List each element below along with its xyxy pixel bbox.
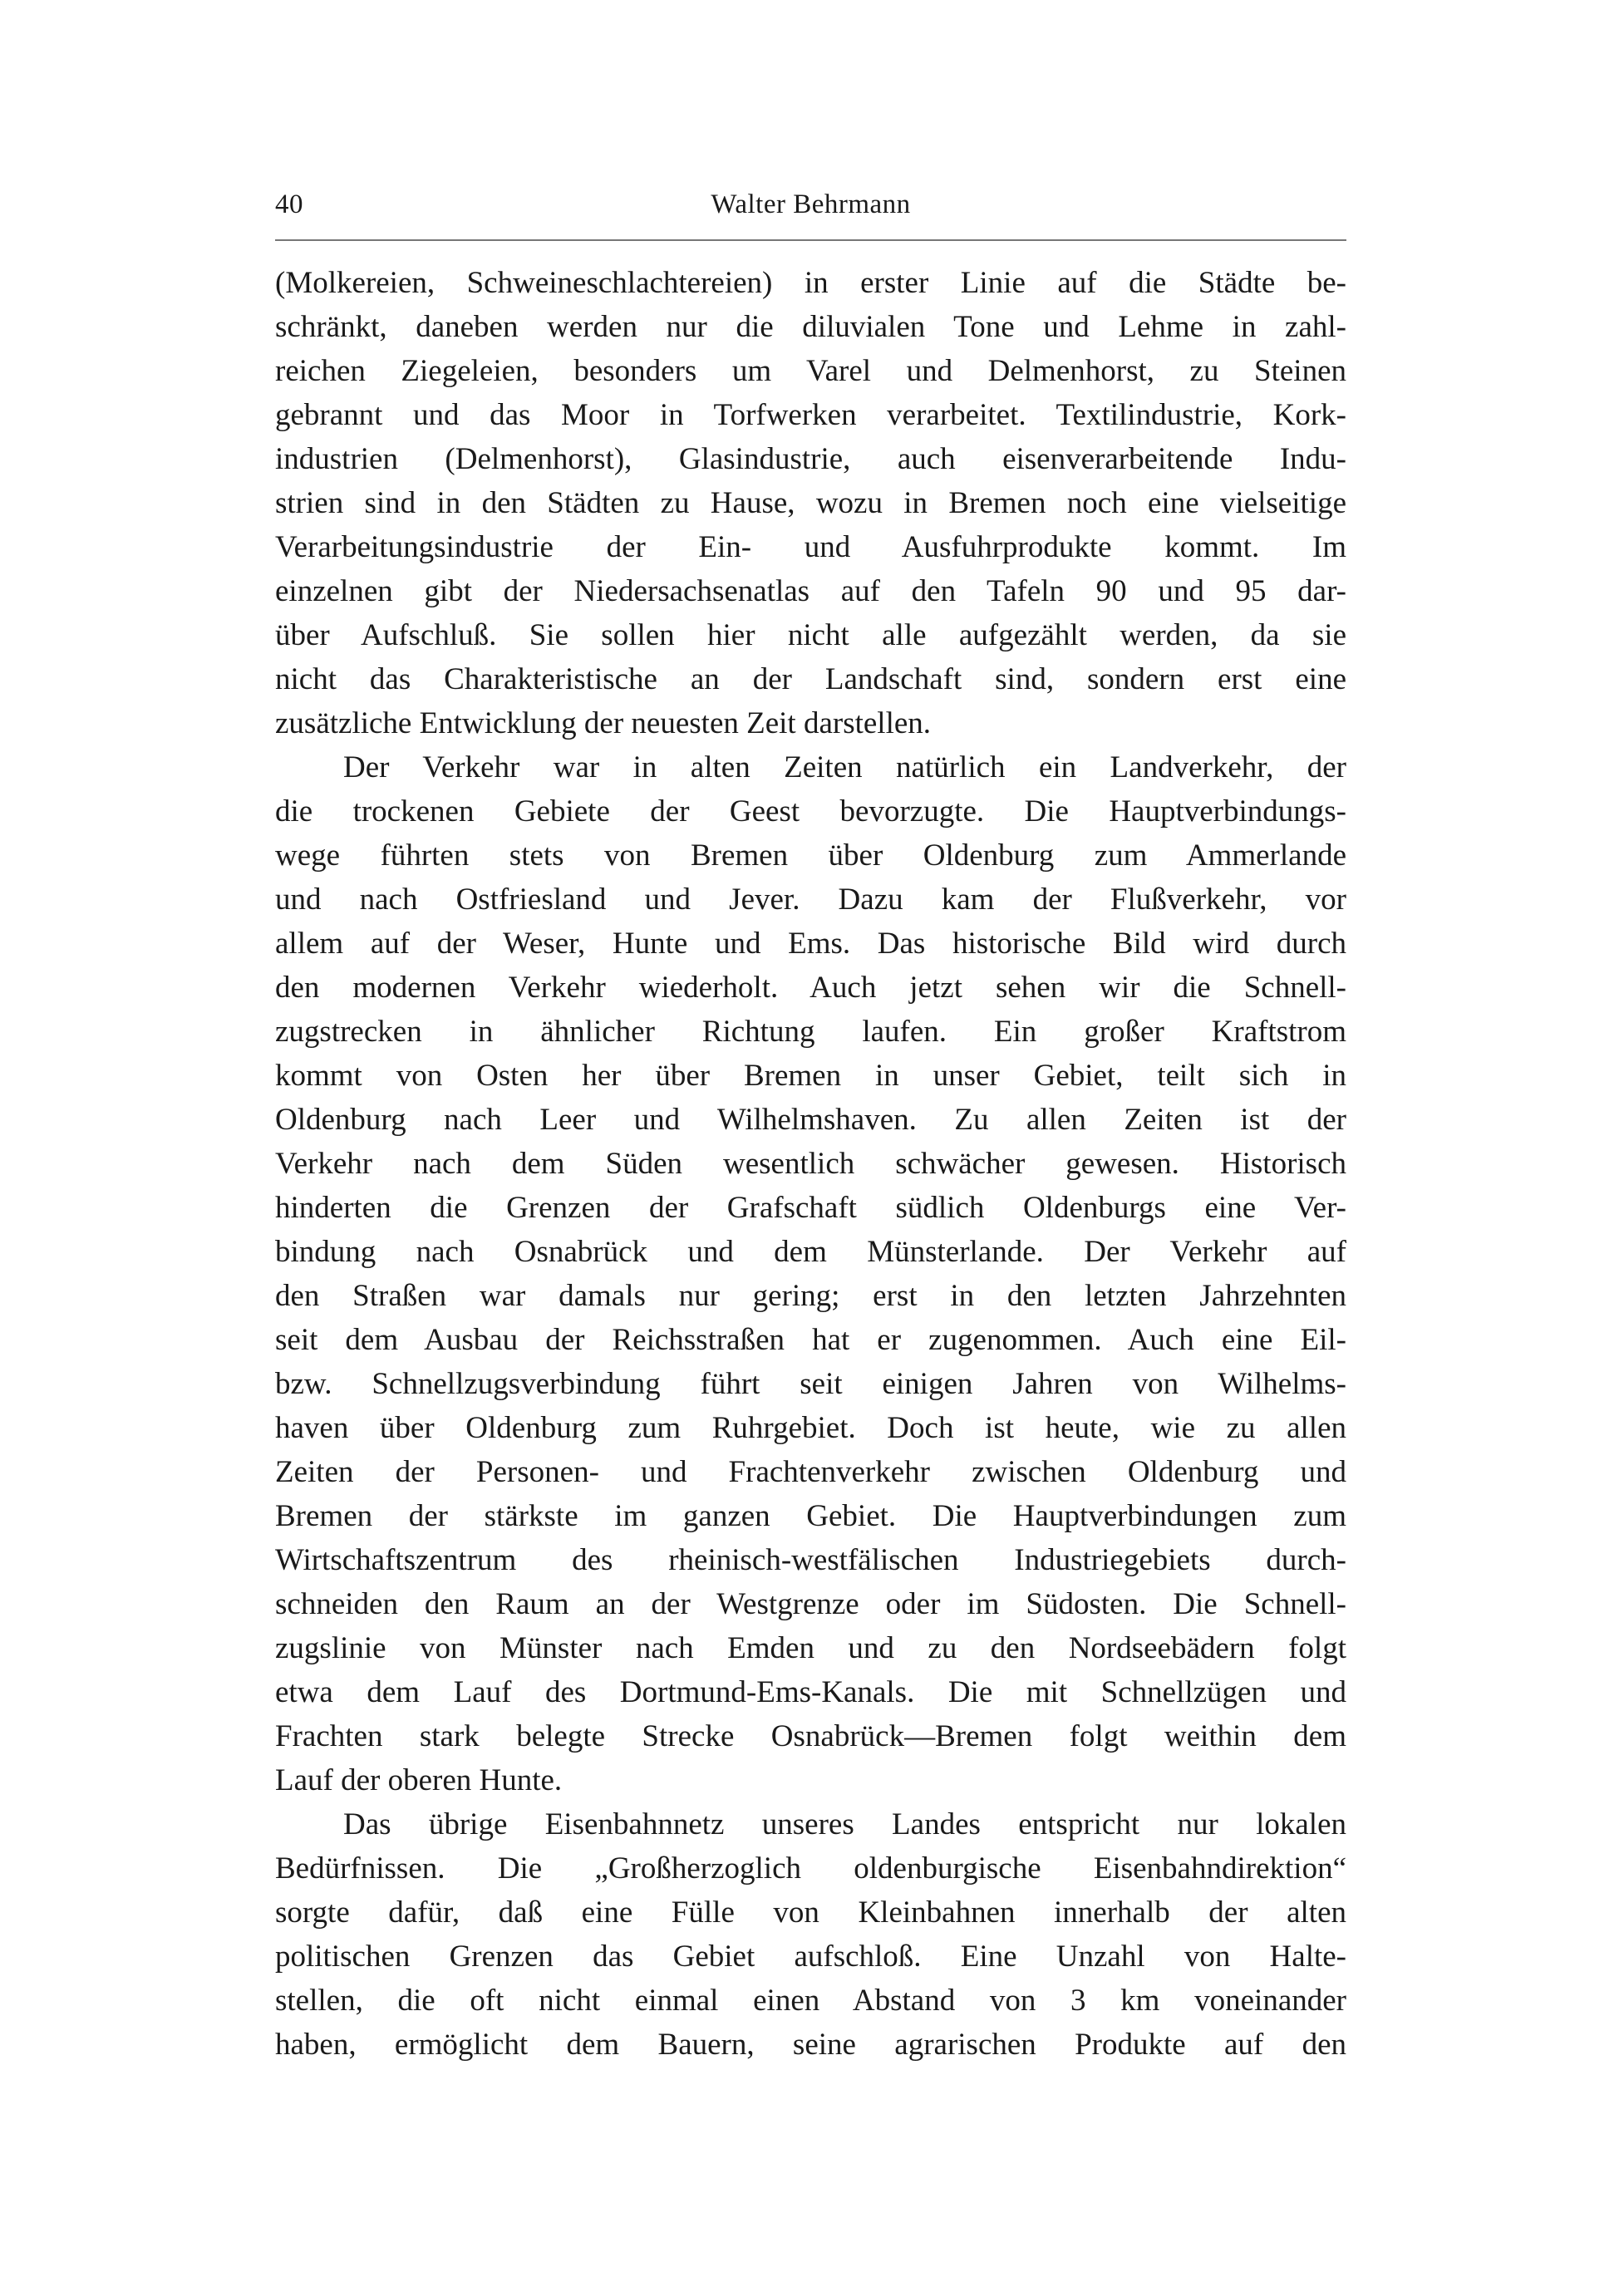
text-line: Verkehr nach dem Süden wesentlich schwächer gewesen. Historisch bbox=[275, 1147, 1346, 1181]
text-line: Verarbeitungsindustrie der Ein- und Ausfuhrprodukte kommt. Im bbox=[275, 530, 1346, 564]
text-line: einzelnen gibt der Niedersachsenatlas auf den Tafeln 90 und 95 dar- bbox=[275, 574, 1346, 608]
text-line: Oldenburg nach Leer und Wilhelmshaven. Zu allen Zeiten ist der bbox=[275, 1103, 1346, 1137]
text-line: schneiden den Raum an der Westgrenze oder im Südosten. Die Schnell- bbox=[275, 1587, 1346, 1621]
text-line: haven über Oldenburg zum Ruhrgebiet. Doch ist heute, wie zu allen bbox=[275, 1411, 1346, 1445]
text-line: allem auf der Weser, Hunte und Ems. Das historische Bild wird durch bbox=[275, 927, 1346, 961]
body-text bbox=[275, 261, 1346, 2067]
page-header bbox=[275, 189, 1346, 236]
paragraph bbox=[275, 745, 1346, 1802]
text-line: sorgte dafür, daß eine Fülle von Kleinbahnen innerhalb der alten bbox=[275, 1895, 1346, 1930]
text-line: schränkt, daneben werden nur die diluvialen Tone und Lehme in zahl- bbox=[275, 310, 1346, 344]
text-line: Der Verkehr war in alten Zeiten natürlich ein Landverkehr, der bbox=[343, 750, 1346, 784]
text-line: Wirtschaftszentrum des rheinisch-westfälischen Industriegebiets durch- bbox=[275, 1543, 1346, 1577]
text-line: politischen Grenzen das Gebiet aufschloß. Eine Unzahl von Halte- bbox=[275, 1940, 1346, 1974]
text-line: industrien (Delmenhorst), Glasindustrie, auch eisenverarbeitende Indu- bbox=[275, 442, 1346, 476]
text-line: zugstrecken in ähnlicher Richtung laufen. Ein großer Kraftstrom bbox=[275, 1015, 1346, 1049]
text-line: die trockenen Gebiete der Geest bevorzugte. Die Hauptverbindungs- bbox=[275, 794, 1346, 828]
text-line: den modernen Verkehr wiederholt. Auch jetzt sehen wir die Schnell- bbox=[275, 971, 1346, 1005]
text-line: seit dem Ausbau der Reichsstraßen hat er zugenommen. Auch eine Eil- bbox=[275, 1323, 1346, 1357]
text-line: bzw. Schnellzugsverbindung führt seit einigen Jahren von Wilhelms- bbox=[275, 1367, 1346, 1401]
text-line: Das übrige Eisenbahnnetz unseres Landes entspricht nur lokalen bbox=[343, 1807, 1346, 1841]
text-line: wege führten stets von Bremen über Oldenburg zum Ammerlande bbox=[275, 838, 1346, 873]
text-line: Zeiten der Personen- und Frachtenverkehr zwischen Oldenburg und bbox=[275, 1455, 1346, 1489]
text-line: und nach Ostfriesland und Jever. Dazu kam der Flußverkehr, vor bbox=[275, 883, 1346, 917]
text-line: über Aufschluß. Sie sollen hier nicht alle aufgezählt werden, da sie bbox=[275, 618, 1346, 652]
text-line: (Molkereien, Schweineschlachtereien) in erster Linie auf die Städte be- bbox=[275, 266, 1346, 300]
text-line: haben, ermöglicht dem Bauern, seine agrarischen Produkte auf den bbox=[275, 2028, 1346, 2062]
running-head: Walter Behrmann bbox=[711, 189, 911, 219]
text-line: strien sind in den Städten zu Hause, wozu in Bremen noch eine vielseitige bbox=[275, 486, 1346, 520]
text-line: zugslinie von Münster nach Emden und zu den Nordseebädern folgt bbox=[275, 1631, 1346, 1665]
text-line: etwa dem Lauf des Dortmund-Ems-Kanals. Die mit Schnellzügen und bbox=[275, 1675, 1346, 1709]
text-line: Bremen der stärkste im ganzen Gebiet. Die Hauptverbindungen zum bbox=[275, 1499, 1346, 1533]
paragraph bbox=[275, 1802, 1346, 2067]
text-line: gebrannt und das Moor in Torfwerken verarbeitet. Textilindustrie, Kork- bbox=[275, 398, 1346, 432]
header-rule bbox=[275, 239, 1346, 241]
text-line: nicht das Charakteristische an der Landschaft sind, sondern erst eine bbox=[275, 662, 1346, 696]
text-line: den Straßen war damals nur gering; erst in den letzten Jahrzehnten bbox=[275, 1279, 1346, 1313]
text-line: stellen, die oft nicht einmal einen Abstand von 3 km voneinander bbox=[275, 1984, 1346, 2018]
text-line: reichen Ziegeleien, besonders um Varel und Delmenhorst, zu Steinen bbox=[275, 354, 1346, 388]
paragraph bbox=[275, 261, 1346, 745]
text-line: Frachten stark belegte Strecke Osnabrück—Bremen folgt weithin dem bbox=[275, 1719, 1346, 1753]
text-line: Bedürfnissen. Die „Großherzoglich oldenburgische Eisenbahndirektion“ bbox=[275, 1851, 1346, 1885]
text-line: kommt von Osten her über Bremen in unser Gebiet, teilt sich in bbox=[275, 1059, 1346, 1093]
text-line: bindung nach Osnabrück und dem Münsterlande. Der Verkehr auf bbox=[275, 1235, 1346, 1269]
text-line: zusätzliche Entwicklung der neuesten Zeit darstellen. bbox=[275, 706, 932, 740]
text-line: hinderten die Grenzen der Grafschaft südlich Oldenburgs eine Ver- bbox=[275, 1191, 1346, 1225]
text-line: Lauf der oberen Hunte. bbox=[275, 1763, 563, 1797]
page-number: 40 bbox=[275, 189, 303, 219]
